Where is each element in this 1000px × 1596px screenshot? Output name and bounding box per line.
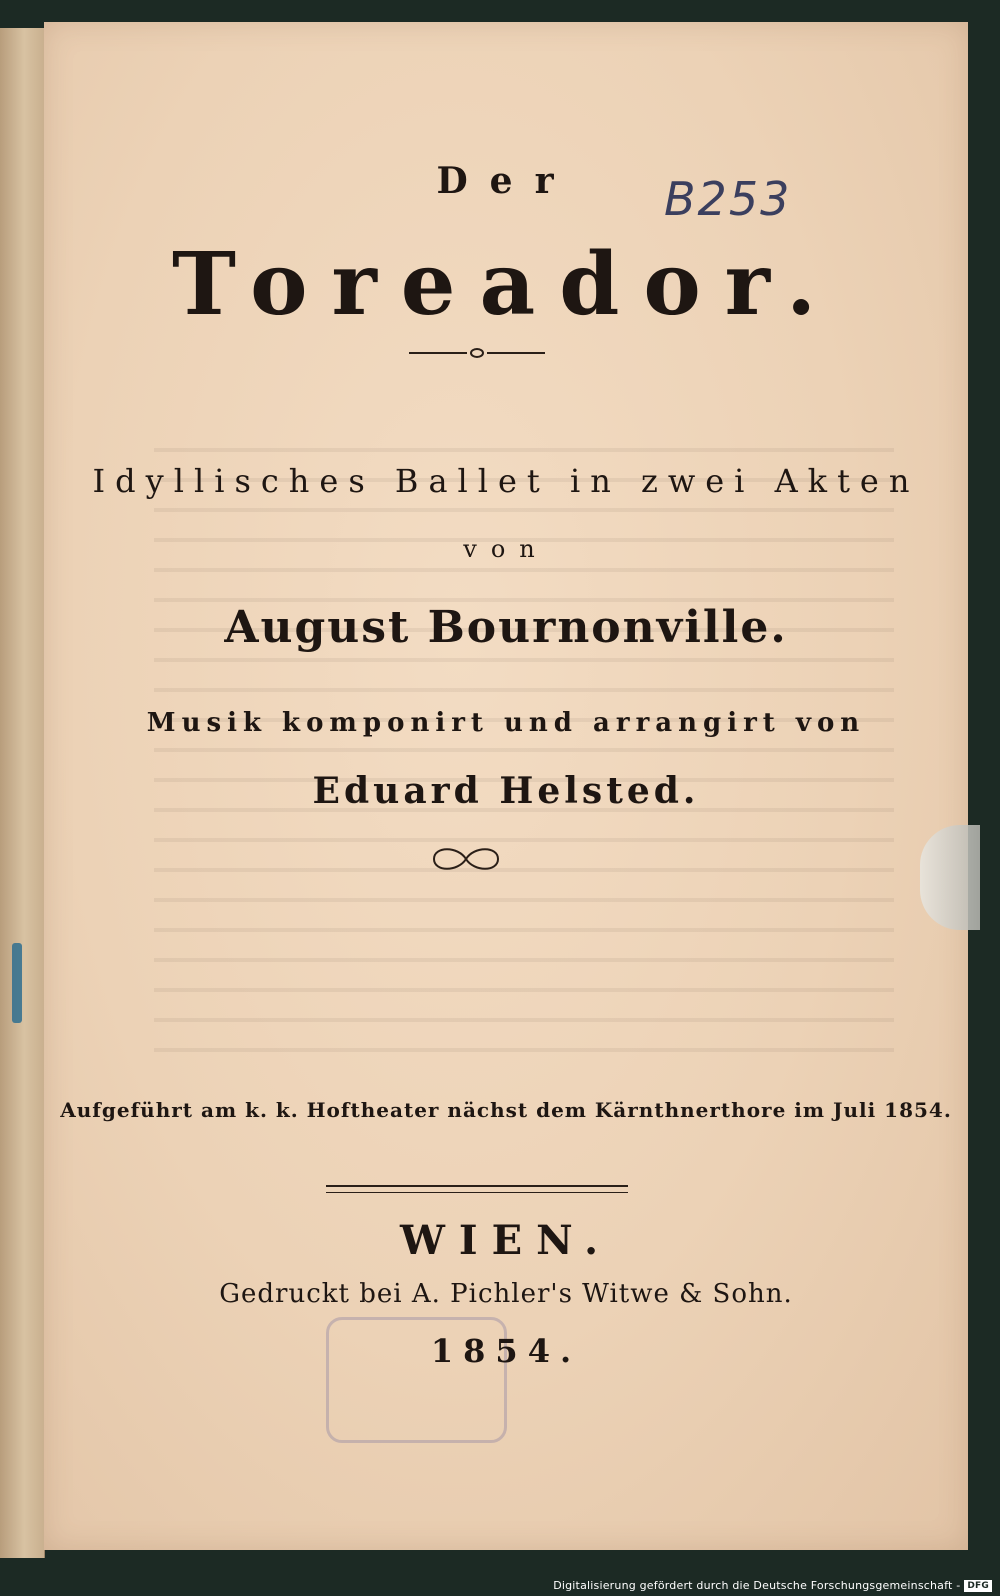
page-clip bbox=[920, 825, 980, 930]
music-credit: Musik komponirt und arrangirt von bbox=[146, 708, 866, 738]
city-name: WIEN. bbox=[399, 1217, 613, 1264]
performance-note: Aufgeführt am k. k. Hoftheater nächst dem Kärnthnerthore im Juli 1854. bbox=[60, 1098, 952, 1122]
title-article: Der bbox=[436, 160, 576, 202]
book-spine bbox=[0, 28, 45, 1558]
spine-label-mark bbox=[12, 943, 22, 1023]
title-page bbox=[44, 22, 968, 1550]
dfg-logo-icon: DFG bbox=[964, 1580, 992, 1592]
publication-year: 1854. bbox=[430, 1332, 582, 1370]
digitization-credit bbox=[553, 1579, 992, 1592]
ornament-divider-icon bbox=[407, 346, 547, 360]
subtitle: Idyllisches Ballet in zwei Akten bbox=[92, 462, 920, 500]
double-rule-divider bbox=[326, 1185, 628, 1193]
handwritten-shelfmark: B253 bbox=[664, 172, 792, 226]
author-name: August Bournonville. bbox=[224, 602, 788, 653]
by-label: von bbox=[463, 535, 549, 563]
flourish-ornament-icon bbox=[424, 842, 508, 876]
composer-name: Eduard Helsted. bbox=[312, 770, 700, 812]
credit-text: Digitalisierung gefördert durch die Deutsche Forschungsgemeinschaft - bbox=[553, 1579, 961, 1592]
bleed-through-text bbox=[154, 422, 894, 1072]
printer-line: Gedruckt bei A. Pichler's Witwe & Sohn. bbox=[219, 1279, 793, 1309]
page-title: Toreador. bbox=[171, 234, 841, 335]
